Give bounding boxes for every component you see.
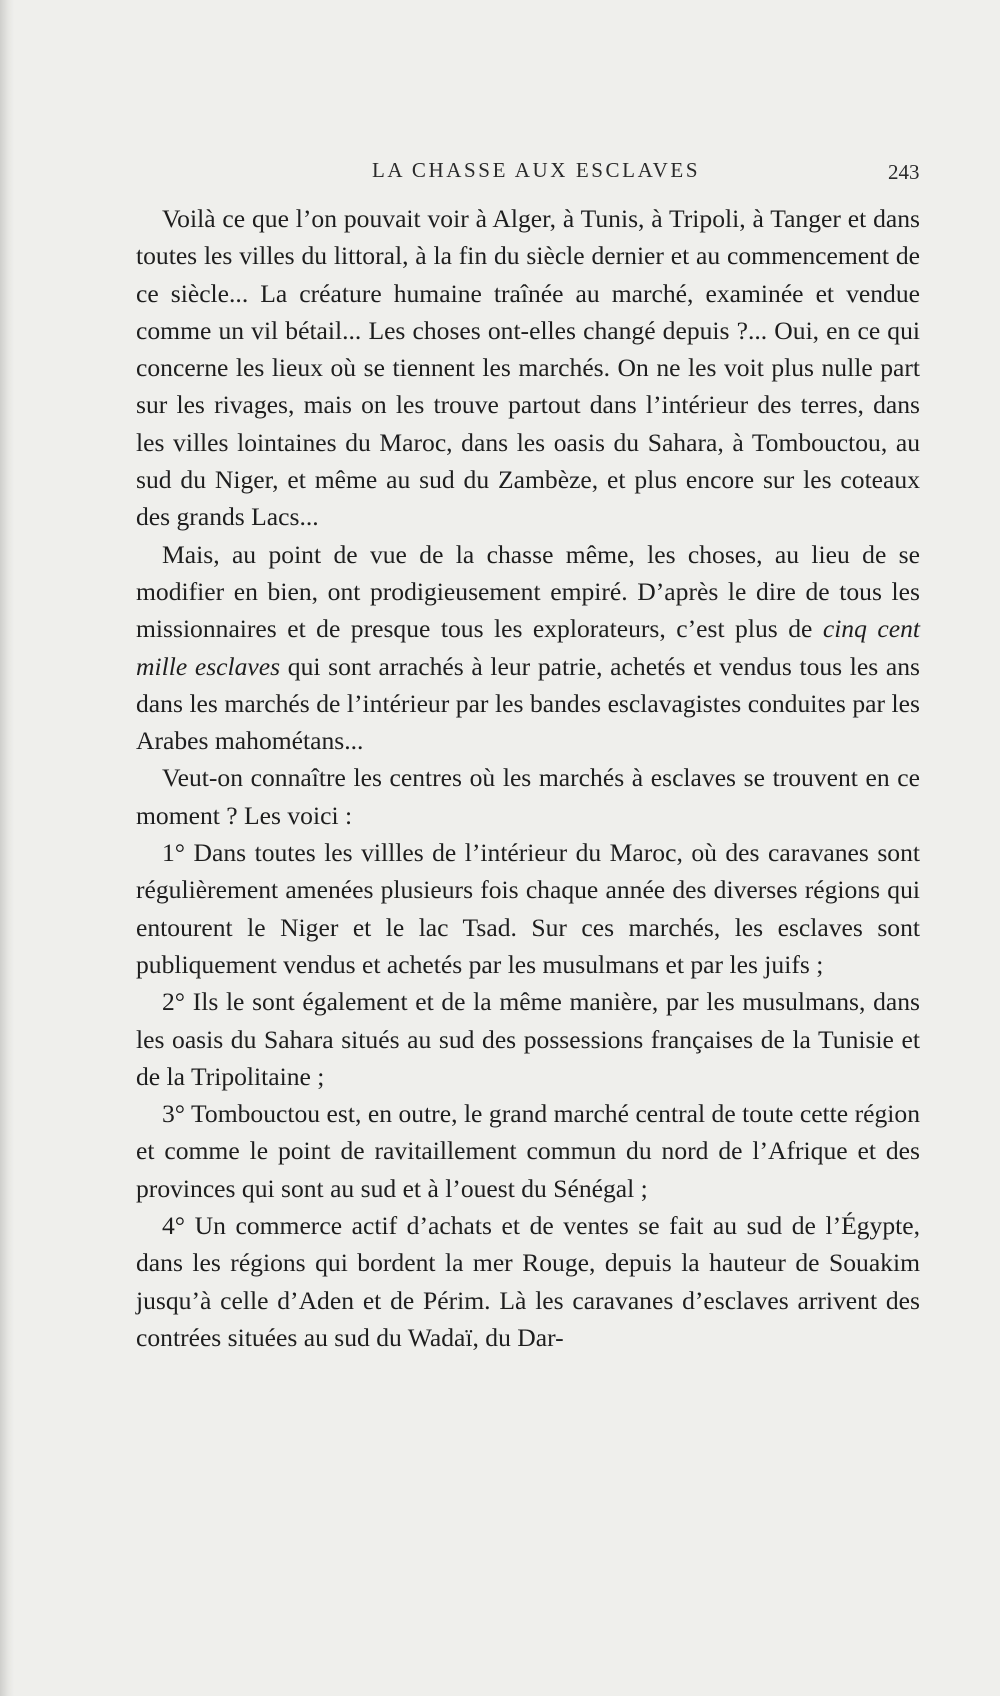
page-number: 243 xyxy=(888,160,920,184)
list-item-4: 4° Un commerce actif d’achats et de ventes se fait au sud de l’Égypte, dans les régions qui bordent la mer Rouge, depuis la hauteur de Souakim jusqu’à celle d’Aden et de Périm. Là les caravanes d’esclaves arrivent des contrées situées au sud du Wadaï, du Dar- xyxy=(136,1211,920,1352)
paragraph-2 xyxy=(136,536,920,760)
paragraph-2-after: qui sont arrachés à leur patrie, achetés et vendus tous les ans dans les marchés de l’intérieur par les bandes esclavagistes conduites par les Arabes mahométans... xyxy=(136,651,920,756)
list-item-1: 1° Dans toutes les villles de l’intérieur du Maroc, où des caravanes sont régulièrement amenées plusieurs fois chaque année des diverses régions qui entourent le Niger et le lac Tsad. Sur ces marchés, les esclaves sont publiquement vendus et achetés par les musulmans et par les juifs ; xyxy=(136,838,920,979)
paragraph-2-before: Mais, au point de vue de la chasse même, les choses, au lieu de se modifier en bien, ont prodigieusement empiré. D’après le dire de tous les missionnaires et de presque tous les explorateurs, c’est plus de xyxy=(136,539,920,644)
paragraph-2-emphasis: cinq cent mille esclaves xyxy=(136,614,920,681)
list-item-2: 2° Ils le sont également et de la même manière, par les musulmans, dans les oasis du Sahara situés au sud des possessions françaises de la Tunisie et de la Tripolitaine ; xyxy=(136,987,920,1091)
list-item-3: 3° Tombouctou est, en outre, le grand marché central de toute cette région et comme le point de ravitaillement commun du nord de l’Afrique et des provinces qui sont au sud et à l’ouest du Sénégal ; xyxy=(136,1099,920,1203)
paragraph-1: Voilà ce que l’on pouvait voir à Alger, à Tunis, à Tripoli, à Tanger et dans toutes les villes du littoral, à la fin du siècle dernier et au commencement de ce siècle... La créature humaine traînée au marché, examinée et vendue comme un vil bétail... Les choses ont-elles changé depuis ?... Oui, en ce qui concerne les lieux où se tiennent les marchés. On ne les voit plus nulle part sur les rivages, mais on les trouve partout dans l’intérieur des terres, dans les villes lointaines du Maroc, dans les oasis du Sahara, à Tombouctou, au sud du Niger, et même au sud du Zambèze, et plus encore sur les coteaux des grands Lacs... xyxy=(136,204,920,532)
running-title: LA CHASSE AUX ESCLAVES xyxy=(372,158,701,182)
paragraph-3: Veut-on connaître les centres où les marchés à esclaves se trouvent en ce moment ? Les voici : xyxy=(136,763,920,830)
running-head xyxy=(0,158,1000,192)
binding-shadow xyxy=(0,0,14,1696)
body-text xyxy=(136,200,920,1356)
